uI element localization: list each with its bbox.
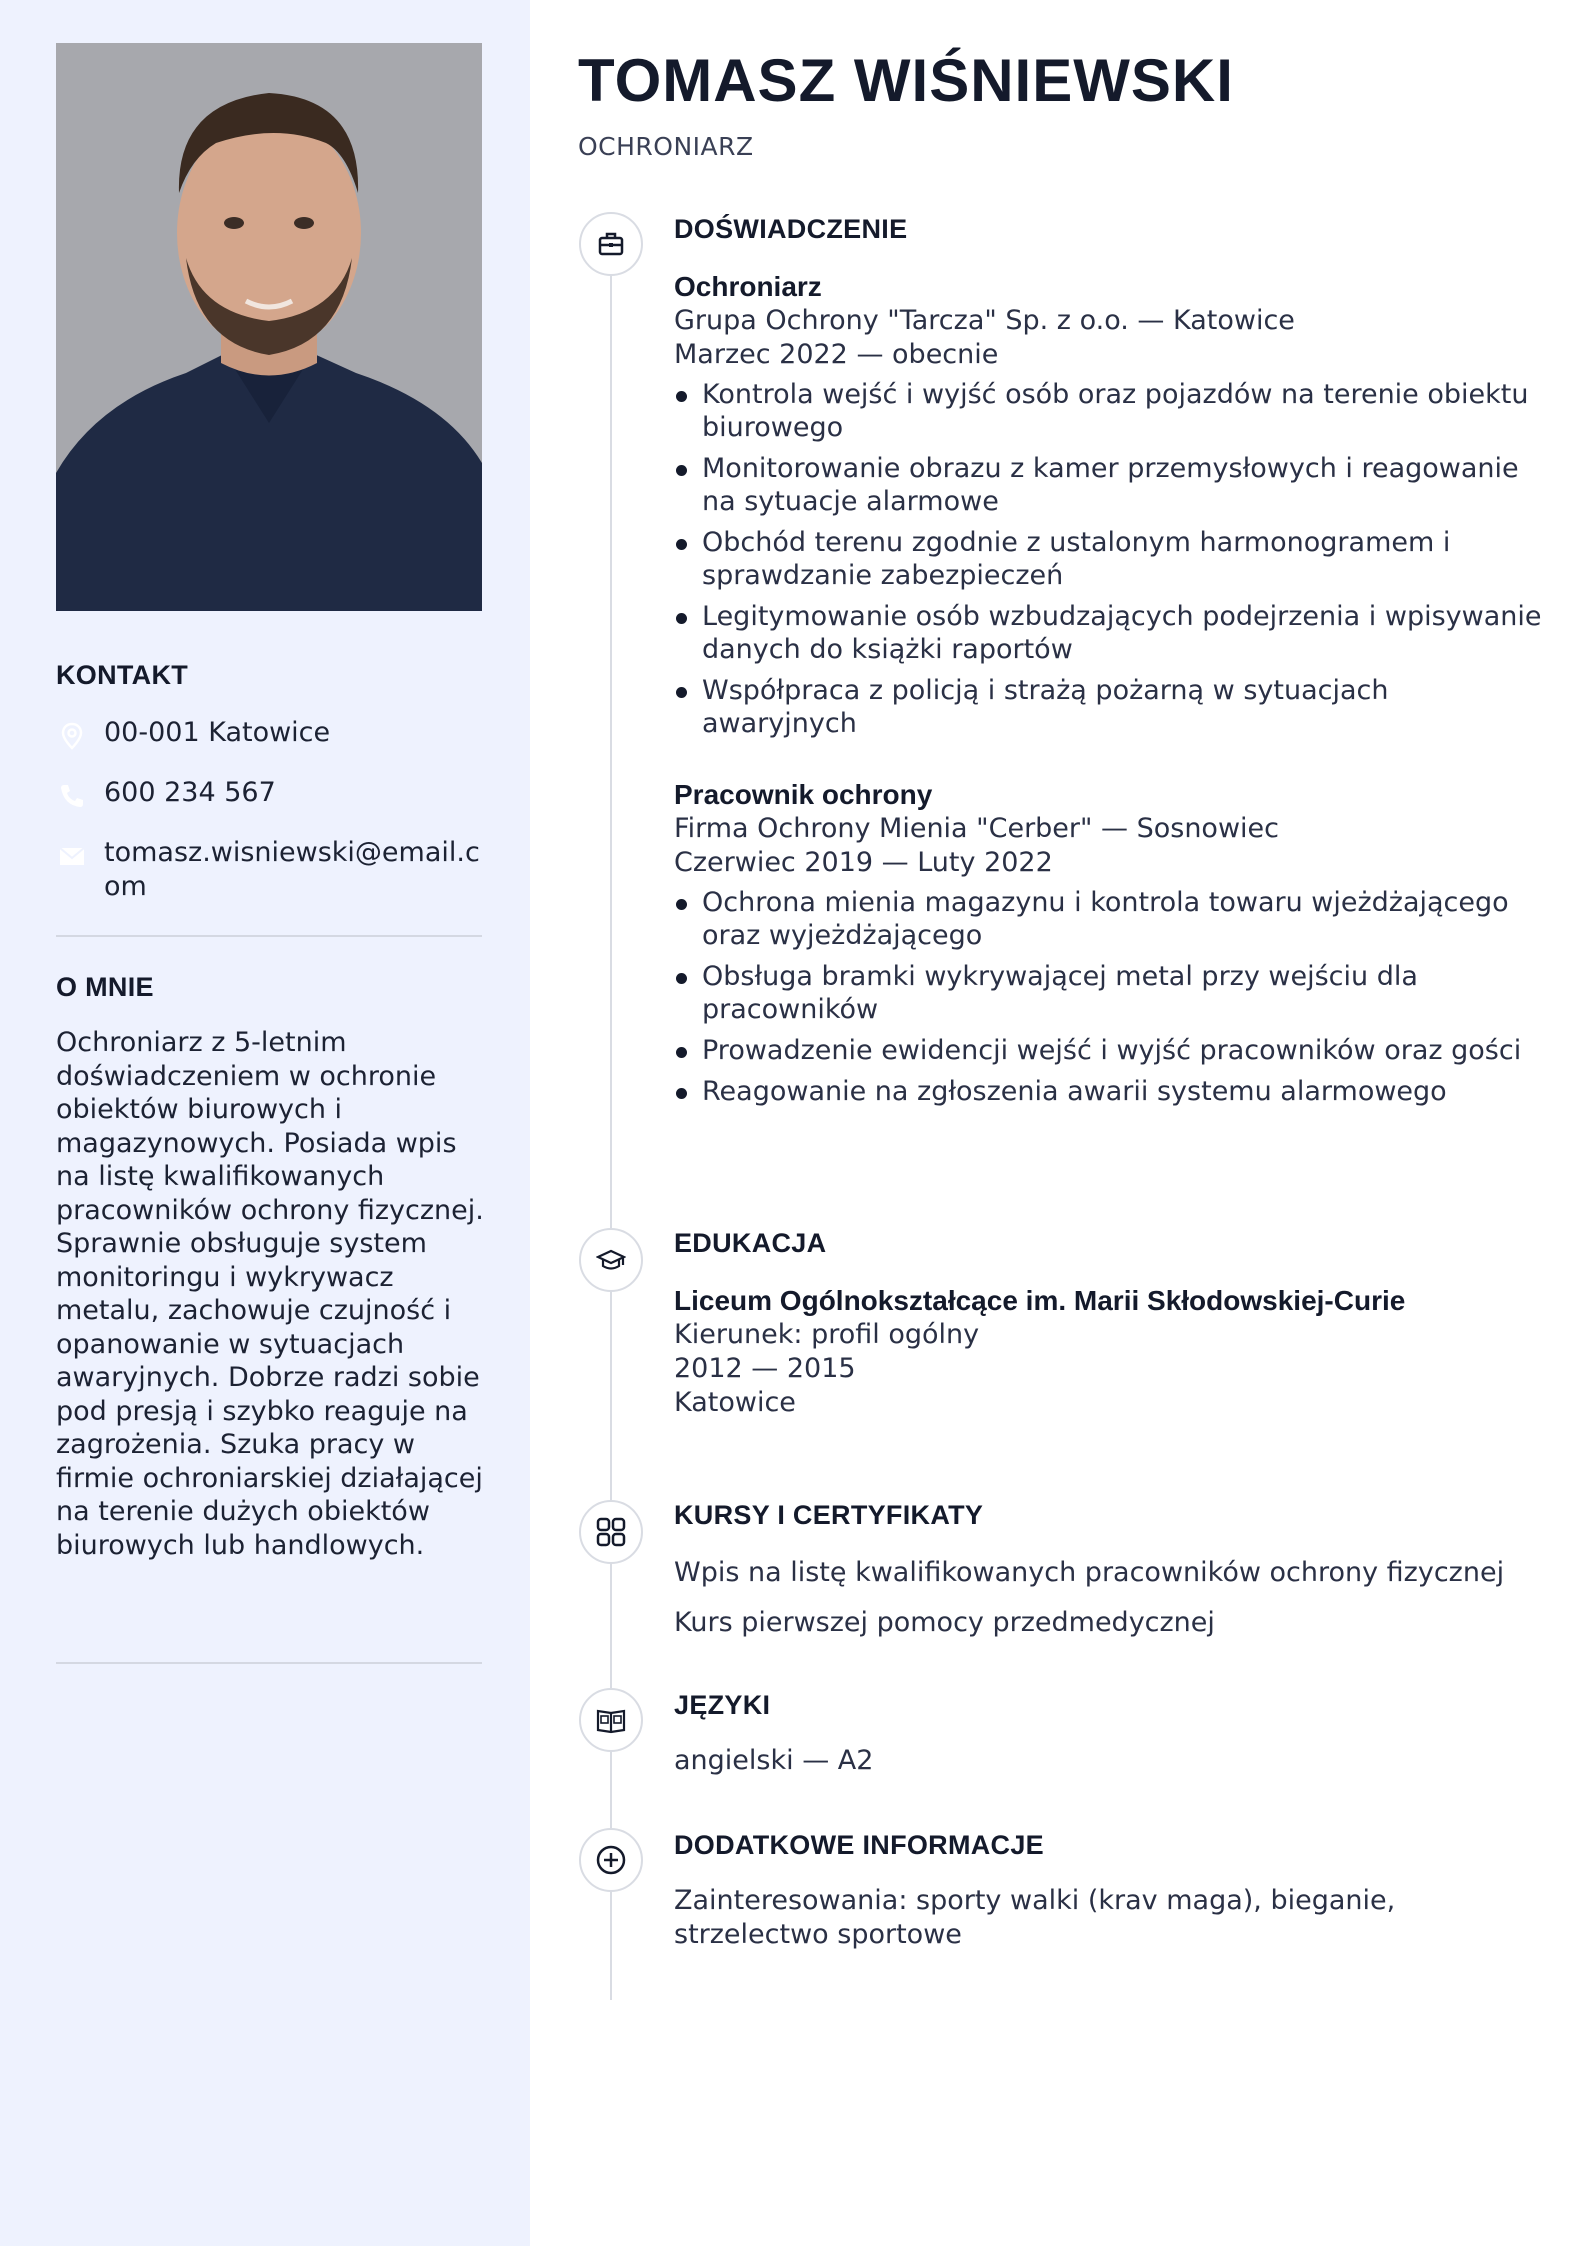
courses-heading: KURSY I CERTYFIKATY (674, 1500, 984, 1530)
book-icon (595, 1704, 627, 1736)
experience-heading: DOŚWIADCZENIE (674, 214, 908, 244)
envelope-icon (56, 840, 88, 872)
languages-list (674, 1744, 1544, 1778)
contact-email (56, 836, 484, 904)
school-name: Liceum Ogólnokształcące im. Marii Skłodowskiej-Curie (674, 1285, 1406, 1316)
duty-item: Współpraca z policją i strażą pożarną w sytuacjach awaryjnych (674, 674, 1544, 740)
about-text: Ochroniarz z 5-letnim doświadczeniem w ochronie obiektów biurowych i magazynowych. Posiada wpis na listę kwalifikowanych pracowników ochrony fizycznej. Sprawnie obsługuje system monitoringu i wykrywacz metalu, zachowuje czujność i opanowanie w sytuacjach awaryjnych. Dobrze radzi sobie pod presją i szybko reaguje na zagrożenia. Szuka pracy w firmie ochroniarskiej działającej na terenie dużych obiektów biurowych lub handlowych. (56, 1027, 484, 1561)
job-duties (674, 378, 1544, 740)
plus-circle-icon (594, 1843, 628, 1877)
languages-heading: JĘZYKI (674, 1690, 771, 1720)
job-company: Firma Ochrony Mienia "Cerber" — Sosnowiec (674, 813, 1279, 844)
course-item: Wpis na listę kwalifikowanych pracowników ochrony fizycznej (674, 1557, 1505, 1588)
duty-item: Obsługa bramki wykrywającej metal przy wejściu dla pracowników (674, 960, 1544, 1026)
experience-icon-badge (579, 212, 643, 276)
phone-icon (56, 780, 88, 812)
candidate-title: OCHRONIARZ (578, 132, 754, 161)
duty-item: Legitymowanie osób wzbudzających podejrzenia i wpisywanie danych do książki raportów (674, 600, 1544, 666)
graduation-cap-icon (596, 1245, 626, 1275)
duty-item: Monitorowanie obrazu z kamer przemysłowych i reagowanie na sytuacje alarmowe (674, 452, 1544, 518)
language-item: angielski — A2 (674, 1745, 874, 1776)
courses-list (674, 1556, 1544, 1640)
job-role: Ochroniarz (674, 271, 822, 302)
courses-icon-badge (579, 1500, 643, 1564)
job-entry (674, 778, 1544, 1116)
education-heading: EDUKACJA (674, 1228, 827, 1258)
contact-heading: KONTAKT (56, 660, 189, 690)
job-dates: Marzec 2022 — obecnie (674, 339, 999, 370)
job-duties (674, 886, 1544, 1108)
profile-photo (56, 43, 482, 611)
education-field: Kierunek: profil ogólny (674, 1319, 980, 1350)
address-text: 00-001 Katowice (104, 717, 331, 748)
grid-icon (595, 1516, 627, 1548)
duty-item: Reagowanie na zgłoszenia awarii systemu alarmowego (674, 1075, 1544, 1108)
additional-text: Zainteresowania: sporty walki (krav maga), bieganie, strzelectwo sportowe (674, 1885, 1396, 1950)
candidate-name: TOMASZ WIŚNIEWSKI (578, 47, 1234, 114)
contact-address (56, 716, 484, 752)
sidebar-divider-1 (56, 935, 482, 937)
email-link[interactable]: tomasz.wisniewski@email.com (104, 837, 480, 902)
duty-item: Prowadzenie ewidencji wejść i wyjść pracowników oraz gości (674, 1034, 1544, 1067)
education-city: Katowice (674, 1387, 796, 1418)
contact-phone (56, 776, 484, 812)
additional-heading: DODATKOWE INFORMACJE (674, 1830, 1044, 1860)
job-role: Pracownik ochrony (674, 779, 933, 810)
job-entry (674, 270, 1544, 748)
duty-item: Ochrona mienia magazynu i kontrola towaru wjeżdżającego oraz wyjeżdżającego (674, 886, 1544, 952)
duty-item: Obchód terenu zgodnie z ustalonym harmonogramem i sprawdzanie zabezpieczeń (674, 526, 1544, 592)
phone-text[interactable]: 600 234 567 (104, 777, 276, 808)
additional-icon-badge (579, 1828, 643, 1892)
job-dates: Czerwiec 2019 — Luty 2022 (674, 847, 1053, 878)
course-item: Kurs pierwszej pomocy przedmedycznej (674, 1607, 1215, 1638)
duty-item: Kontrola wejść i wyjść osób oraz pojazdów na terenie obiektu biurowego (674, 378, 1544, 444)
languages-icon-badge (579, 1688, 643, 1752)
job-company: Grupa Ochrony "Tarcza" Sp. z o.o. — Katowice (674, 305, 1295, 336)
about-heading: O MNIE (56, 972, 154, 1002)
education-dates: 2012 — 2015 (674, 1353, 856, 1384)
education-icon-badge (579, 1228, 643, 1292)
education-entry (674, 1284, 1544, 1420)
location-pin-icon (56, 720, 88, 752)
sidebar-divider-2 (56, 1662, 482, 1664)
briefcase-icon (596, 229, 626, 259)
